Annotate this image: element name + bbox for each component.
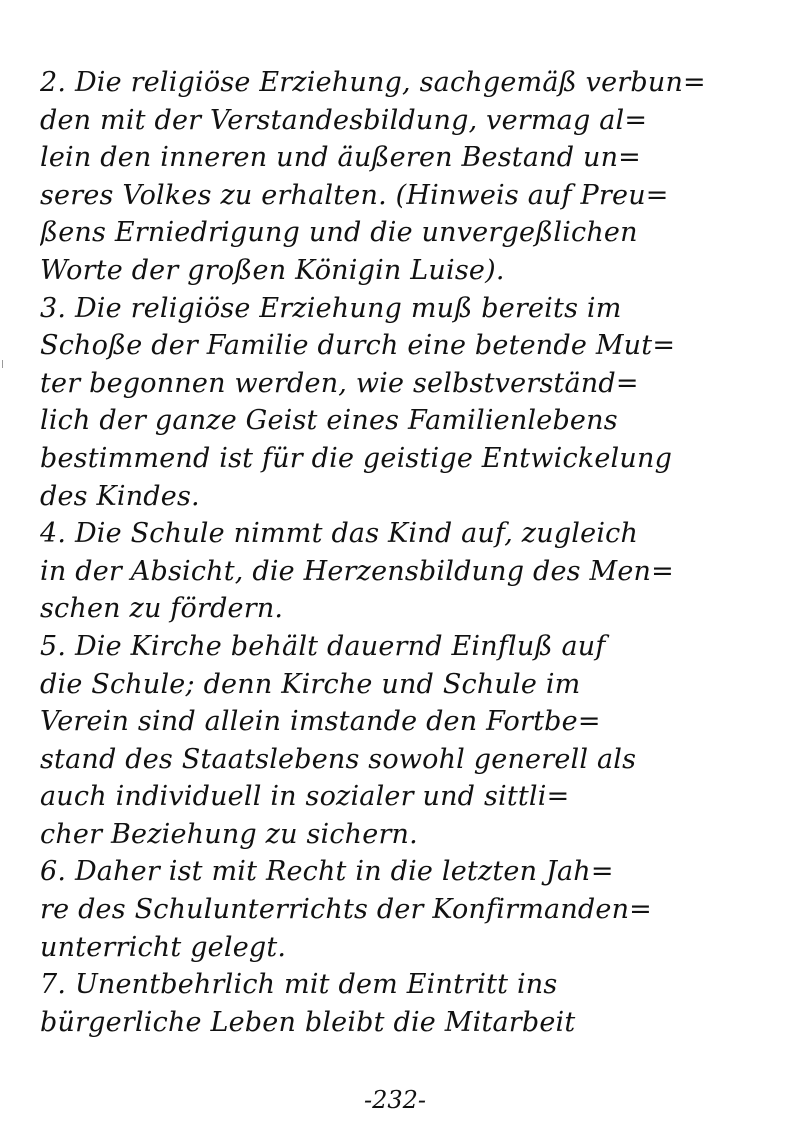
text-line: Worte der großen Königin Luise).: [40, 254, 505, 286]
text-line: stand des Staatslebens sowohl generell als: [40, 743, 637, 775]
text-line: den mit der Verstandesbildung, vermag al=: [40, 104, 648, 136]
handwritten-text: [40, 64, 756, 1041]
text-line: die Schule; denn Kirche und Schule im: [40, 668, 581, 700]
text-line: 5. Die Kirche behält dauernd Einfluß auf: [40, 630, 606, 662]
text-line: schen zu fördern.: [40, 593, 284, 625]
page-number: -232-: [363, 1086, 427, 1114]
text-line: Schoße der Familie durch eine betende Mut=: [40, 330, 676, 362]
text-line: 6. Daher ist mit Recht in die letzten Jah=: [40, 856, 614, 888]
text-line: unterricht gelegt.: [40, 931, 287, 963]
text-line: lein den inneren und äußeren Bestand un=: [40, 142, 641, 174]
text-line: Verein sind allein imstande den Fortbe=: [40, 706, 601, 738]
text-line: seres Volkes zu erhalten. (Hinweis auf Preu=: [40, 179, 669, 211]
text-line: ßens Erniedrigung und die unvergeßlichen: [40, 217, 638, 249]
text-line: 7. Unentbehrlich mit dem Eintritt ins: [40, 969, 558, 1001]
text-line: des Kindes.: [40, 480, 200, 512]
text-line: bürgerliche Leben bleibt die Mitarbeit: [40, 1006, 576, 1038]
text-line: bestimmend ist für die geistige Entwickelung: [40, 442, 673, 474]
text-line: lich der ganze Geist eines Familienlebens: [40, 405, 618, 437]
margin-mark: [2, 360, 3, 368]
text-line: 4. Die Schule nimmt das Kind auf, zugleich: [40, 518, 639, 550]
text-line: ter begonnen werden, wie selbstverständ=: [40, 367, 639, 399]
text-line: 3. Die religiöse Erziehung muß bereits im: [40, 292, 622, 324]
text-line: re des Schulunterrichts der Konfirmanden=: [40, 894, 652, 926]
text-line: cher Beziehung zu sichern.: [40, 818, 418, 850]
text-line: auch individuell in sozialer und sittli=: [40, 781, 570, 813]
text-line: in der Absicht, die Herzensbildung des Men=: [40, 555, 674, 587]
text-line: 2. Die religiöse Erziehung, sachgemäß verbun=: [40, 67, 706, 98]
